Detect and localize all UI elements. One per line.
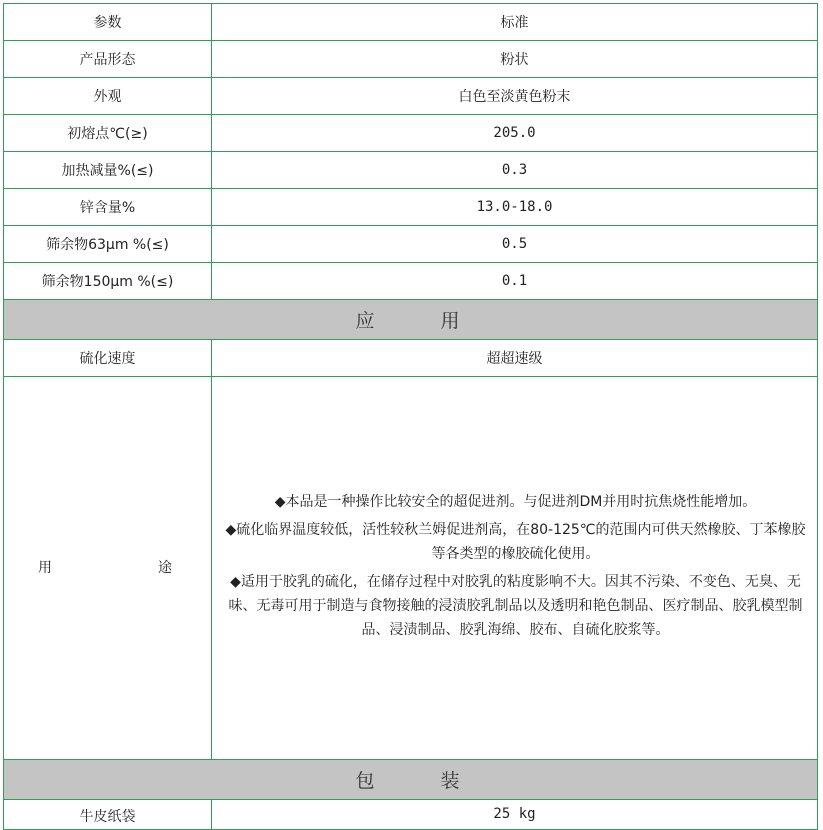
usage-label-char: 途: [158, 560, 172, 576]
param-label: 筛余物63μm %(≤): [4, 226, 212, 263]
usage-row: [4, 377, 818, 760]
section-header-packaging: [4, 760, 818, 800]
package-label: 牛皮纸袋: [4, 800, 212, 830]
section-title: 包 装: [4, 760, 818, 800]
param-label: 筛余物150μm %(≤): [4, 263, 212, 300]
usage-paragraph: ◆硫化临界温度较低，活性较秋兰姆促进剂高，在80-125℃的范围内可供天然橡胶、丁苯橡胶等各类型的橡胶硫化使用。: [225, 522, 806, 562]
usage-label-char: 用: [38, 560, 52, 576]
table-row: [4, 115, 818, 152]
usage-description: [212, 377, 818, 760]
param-value: 0.5: [212, 226, 818, 263]
section-header-application: [4, 300, 818, 340]
usage-label: [4, 377, 212, 760]
table-row: [4, 800, 818, 830]
table-row: [4, 152, 818, 189]
param-label: 加热减量%(≤): [4, 152, 212, 189]
table-row: [4, 4, 818, 41]
usage-paragraph: ◆本品是一种操作比较安全的超促进剂。与促进剂DM并用时抗焦烧性能增加。: [274, 494, 757, 510]
param-value: 13.0-18.0: [212, 189, 818, 226]
table-row: [4, 226, 818, 263]
table-row: [4, 41, 818, 78]
spec-table: [3, 3, 818, 830]
param-label: 锌含量%: [4, 189, 212, 226]
param-value: 白色至淡黄色粉末: [212, 78, 818, 115]
param-value: 0.1: [212, 263, 818, 300]
table-row: [4, 263, 818, 300]
param-value: 标准: [212, 4, 818, 41]
package-value: 25 kg: [212, 800, 818, 830]
usage-paragraph: ◆适用于胶乳的硫化，在储存过程中对胶乳的粘度影响不大。因其不污染、不变色、无臭、无味、无毒可用于制造与食物接触的浸渍胶乳制品以及透明和艳色制品、医疗制品、胶乳模型制品、浸渍制品、胶乳海绵、胶布、自硫化胶浆等。: [228, 574, 803, 638]
section-title: 应 用: [4, 300, 818, 340]
param-label: 初熔点℃(≥): [4, 115, 212, 152]
table-row: [4, 78, 818, 115]
param-label: 外观: [4, 78, 212, 115]
param-value: 0.3: [212, 152, 818, 189]
speed-label: 硫化速度: [4, 340, 212, 377]
table-row: [4, 340, 818, 377]
param-label: 参数: [4, 4, 212, 41]
speed-value: 超超速级: [212, 340, 818, 377]
table-row: [4, 189, 818, 226]
param-value: 205.0: [212, 115, 818, 152]
param-value: 粉状: [212, 41, 818, 78]
param-label: 产品形态: [4, 41, 212, 78]
